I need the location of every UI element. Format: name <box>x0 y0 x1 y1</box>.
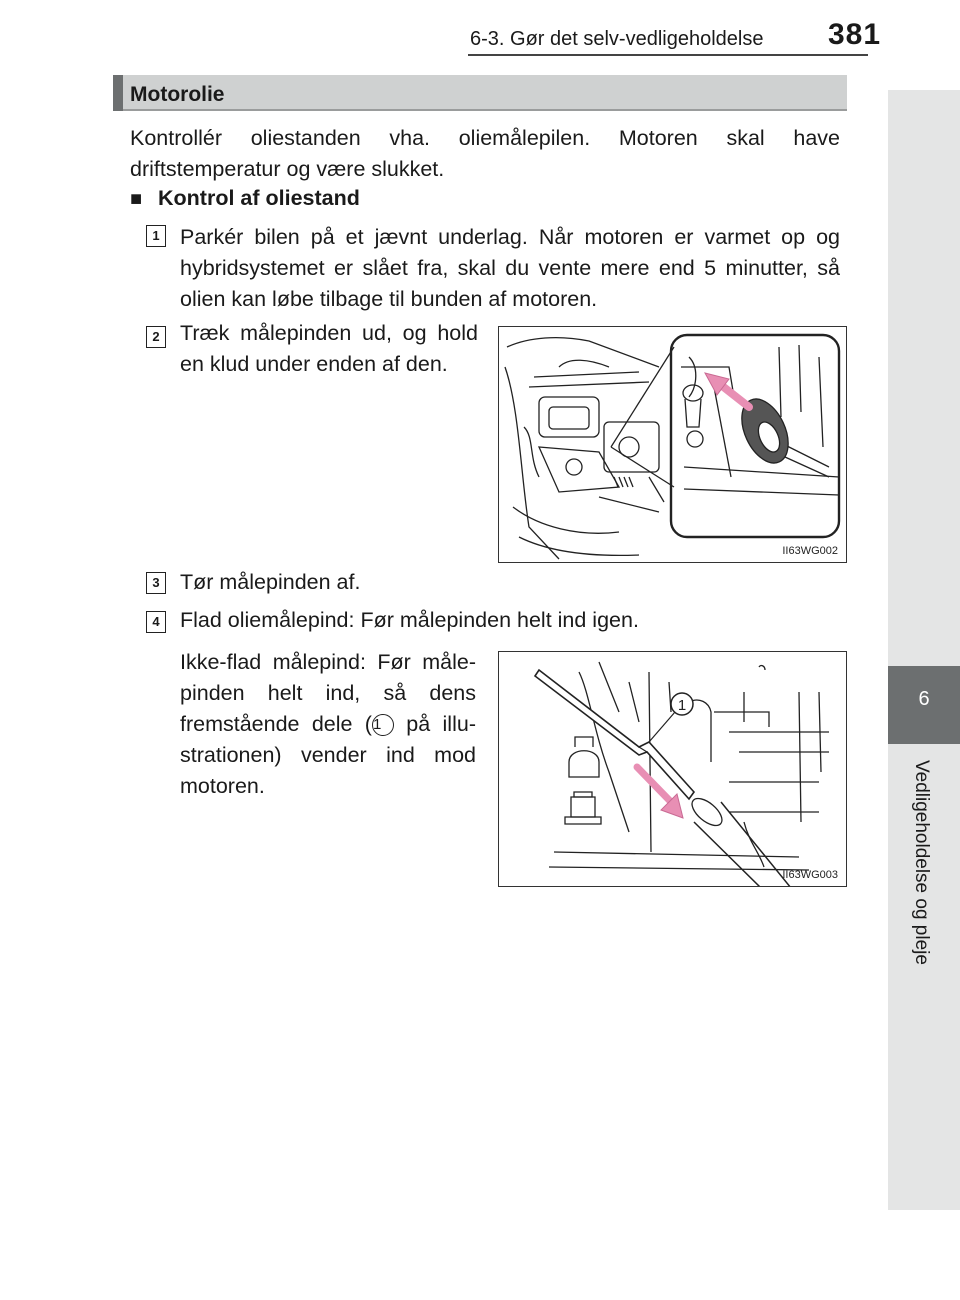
section-header-accent <box>113 75 123 111</box>
step-text-2: Træk målepinden ud, og hold en klud under enden af den. <box>180 321 478 376</box>
engine-bay-illustration <box>499 327 847 563</box>
subsection-title: Kontrol af oliestand <box>158 186 360 210</box>
subsection-marker: ■ <box>130 188 143 210</box>
chapter-number: 6 <box>918 688 930 710</box>
step-text-1: Parkér bilen på et jævnt underlag. Når motoren er varmet op og hybridsystemet er slået fra, skal du vente mere end 5 minutter, så olien kan løbe tilbage til bunden af motoren. <box>180 225 840 311</box>
step-number-4: 4 <box>146 611 166 633</box>
section-intro: Kontrollér oliestanden vha. oliemålepilen. Motoren skal have driftstemperatur og være slukket. <box>130 126 840 181</box>
chapter-label: Vedligeholdelse og pleje <box>911 760 932 965</box>
callout-1-icon <box>649 693 693 742</box>
page-number: 381 <box>828 18 882 51</box>
step-number-3: 3 <box>146 572 166 594</box>
figure-code: II63WG002 <box>782 545 838 557</box>
section-title: Motorolie <box>130 83 225 106</box>
step-text-4: Flad oliemålepind: Før målepinden helt ind igen. <box>180 608 639 632</box>
figure-dipstick-insertion <box>498 651 847 887</box>
step-number-2: 2 <box>146 326 166 348</box>
running-header-section: 6-3. Gør det selv-vedligeholdelse <box>470 28 764 50</box>
header-rule <box>468 54 868 56</box>
step-4-note <box>180 647 476 802</box>
step-number-1: 1 <box>146 225 166 247</box>
figure-code: II63WG003 <box>782 869 838 881</box>
chapter-side-tab <box>888 90 960 1210</box>
dipstick-illustration <box>499 652 847 887</box>
figure-dipstick-location <box>498 326 847 563</box>
step-4-note-before: Ikke-flad målepind: Før målepinden helt ind, så dens fremstående dele ( <box>180 650 476 736</box>
step-text-3: Tør målepinden af. <box>180 570 361 594</box>
step-4-note-after: på illustrationen) vender ind mod motoren. <box>180 712 476 798</box>
pull-direction-arrow-icon <box>705 373 749 407</box>
callout-1-inline: 1 <box>372 714 394 736</box>
svg-text:1: 1 <box>677 697 687 714</box>
